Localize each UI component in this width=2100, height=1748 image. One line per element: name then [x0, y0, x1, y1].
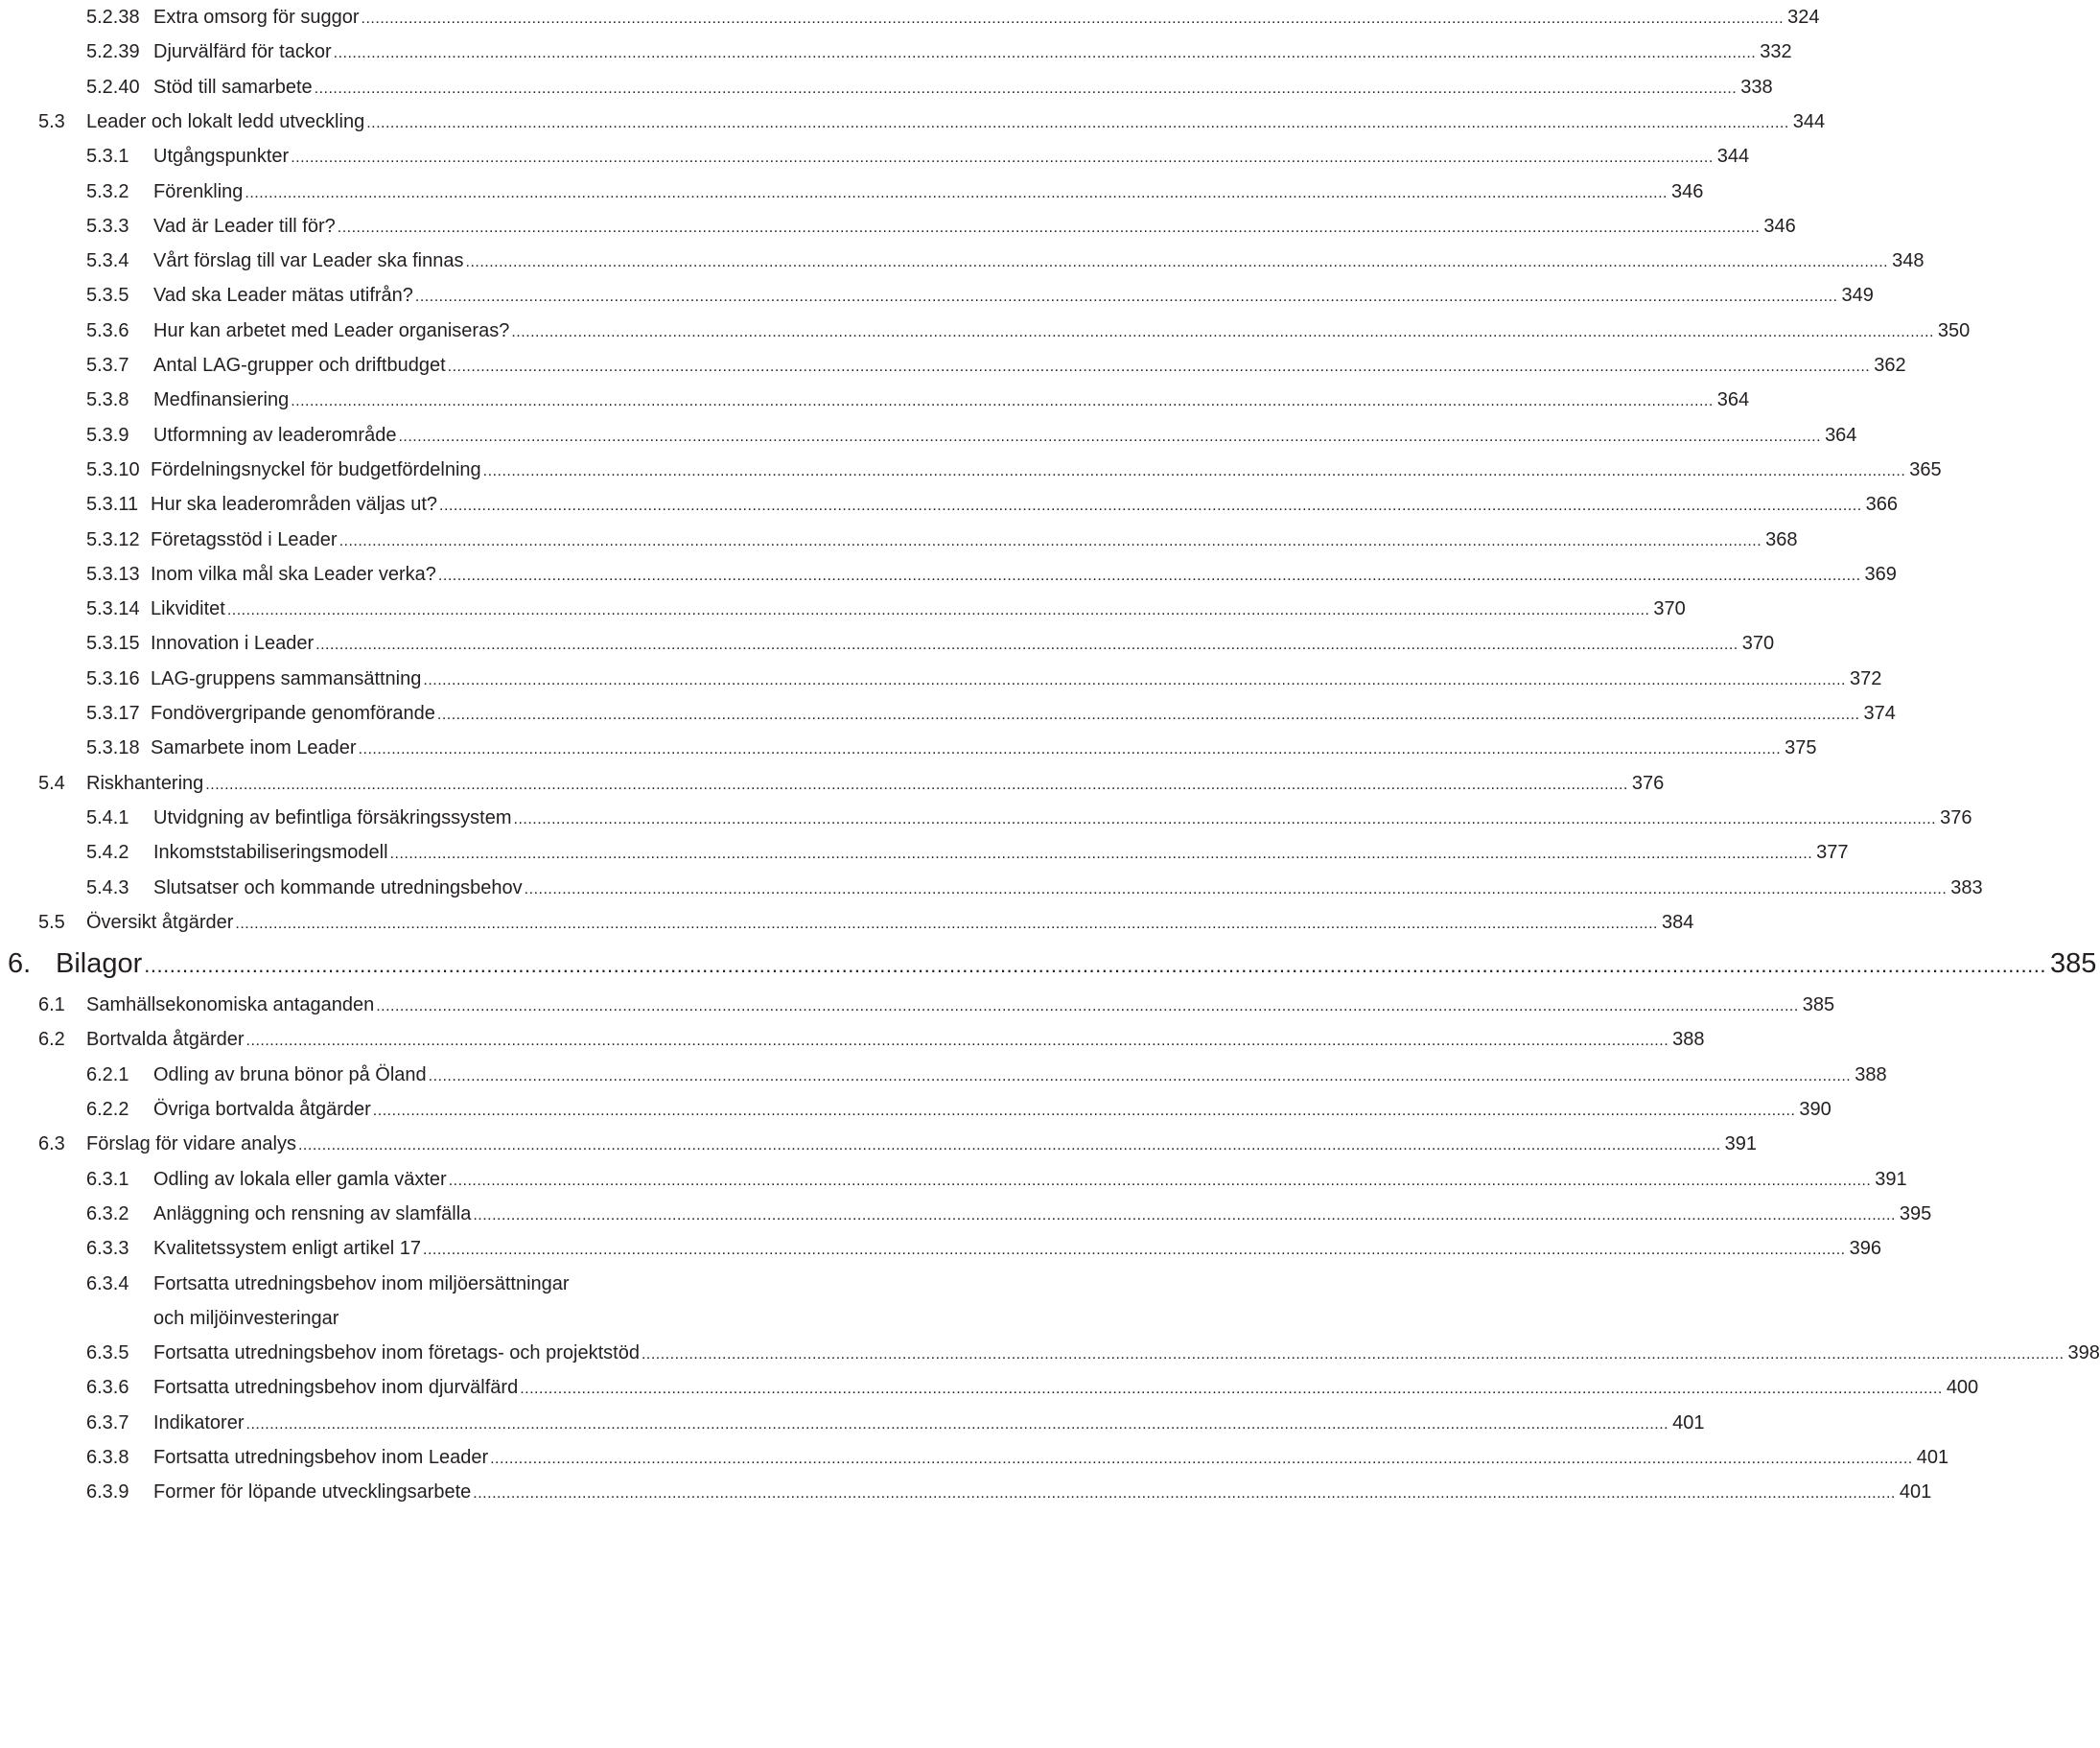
toc-row[interactable]	[0, 663, 1882, 695]
toc-number: 5.3.3	[86, 215, 129, 237]
toc-number: 6.3.9	[86, 1481, 129, 1503]
dot-leader: ............................................................................................................................................................................................................................................................................................................	[333, 45, 1757, 62]
toc-number: 5.4.3	[86, 876, 129, 898]
toc-row[interactable]	[0, 1407, 1705, 1439]
toc-title: Stöd till samarbete	[153, 76, 313, 98]
toc-number: 6.2.1	[86, 1063, 129, 1085]
dot-leader: ............................................................................................................................................................................................................................................................................................................	[376, 998, 1799, 1015]
toc-page-number: 374	[1863, 703, 1896, 724]
toc-row[interactable]	[0, 349, 1906, 382]
dot-leader: ............................................................................................................................................................................................................................................................................................................	[398, 428, 1822, 445]
toc-row[interactable]	[0, 419, 1857, 452]
toc-number: 5.3.11	[86, 494, 139, 516]
toc-number: 6.	[8, 948, 32, 980]
toc-title: Medfinansiering	[153, 389, 290, 411]
dot-leader: ............................................................................................................................................................................................................................................................................................................	[205, 776, 1628, 793]
toc-page-number: 401	[1672, 1411, 1705, 1433]
toc-title: Företagsstöd i Leader	[151, 528, 338, 550]
toc-page-number: 391	[1724, 1133, 1757, 1155]
toc-number: 6.2.2	[86, 1099, 129, 1120]
toc-number: 5.3.13	[86, 563, 140, 585]
toc-number: 5.5	[38, 911, 65, 933]
dot-leader: ............................................................................................................................................................................................................................................................................................................	[372, 1103, 1796, 1119]
toc-page-number: 395	[1899, 1202, 1932, 1224]
dot-leader: ............................................................................................................................................................................................................................................................................................................	[361, 11, 1785, 27]
toc-title: Bortvalda åtgärder	[86, 1029, 245, 1051]
toc-number: 6.3.7	[86, 1411, 129, 1433]
toc-title: Hur ska leaderområden väljas ut?	[151, 494, 438, 516]
toc-title: Extra omsorg för suggor	[153, 7, 360, 28]
toc-row[interactable]	[0, 488, 1899, 521]
toc-row[interactable]	[0, 175, 1704, 208]
toc-title: Förslag för vidare analys	[86, 1133, 296, 1155]
toc-title: Vårt förslag till var Leader ska finnas	[153, 250, 464, 272]
dot-leader: ............................................................................................................................................................................................................................................................................................................	[337, 219, 1761, 236]
toc-title: Fondövergripande genomförande	[151, 703, 435, 724]
toc-number: 5.3.8	[86, 389, 129, 411]
toc-row[interactable]	[0, 1476, 1932, 1508]
toc-page-number: 377	[1816, 842, 1849, 864]
toc-page-number: 385	[2049, 948, 2097, 980]
toc-title: Slutsatser och kommande utredningsbehov	[153, 876, 523, 898]
toc-page-number: 391	[1875, 1168, 1907, 1190]
dot-leader: ............................................................................................................................................................................................................................................................................................................	[226, 602, 1650, 619]
dot-leader: ............................................................................................................................................................................................................................................................................................................	[482, 462, 1906, 479]
dot-leader: ............................................................................................................................................................................................................................................................................................................	[414, 289, 1838, 306]
toc-number: 6.3.5	[86, 1342, 129, 1364]
toc-title: Vad ska Leader mätas utifrån?	[153, 285, 413, 307]
dot-leader: ............................................................................................................................................................................................................................................................................................................	[245, 1033, 1669, 1050]
toc-title: Samhällsekonomiska antaganden	[86, 994, 375, 1016]
toc-row[interactable]	[0, 767, 1665, 800]
toc-page-number: 376	[1631, 772, 1665, 794]
toc-title: Indikatorer	[153, 1411, 245, 1433]
toc-page-number: 370	[1653, 598, 1686, 620]
dot-leader: ............................................................................................................................................................................................................................................................................................................	[235, 915, 1658, 932]
toc-number: 5.3.1	[86, 146, 129, 168]
toc-row[interactable]	[0, 1093, 1832, 1126]
toc-number: 5.4.1	[86, 806, 129, 828]
toc-row[interactable]	[0, 524, 1798, 556]
toc-number: 5.3.15	[86, 633, 140, 655]
toc-chapter-row[interactable]	[0, 943, 2097, 985]
dot-leader: ............................................................................................................................................................................................................................................................................................................	[428, 1067, 1852, 1084]
toc-title: Övriga bortvalda åtgärder	[153, 1099, 371, 1120]
toc-title: Riskhantering	[86, 772, 204, 794]
toc-title: Utgångspunkter	[153, 146, 290, 168]
toc-page-number: 364	[1825, 424, 1857, 446]
dot-leader: ............................................................................................................................................................................................................................................................................................................	[144, 953, 2046, 978]
toc-row[interactable]	[0, 1268, 921, 1300]
toc-number: 5.3.5	[86, 285, 129, 307]
toc-number: 6.3.2	[86, 1202, 129, 1224]
toc-page-number: 400	[1946, 1377, 1979, 1399]
toc-page-number: 364	[1716, 389, 1750, 411]
toc-title: och miljöinvesteringar	[153, 1307, 339, 1329]
toc-title: Översikt åtgärder	[86, 911, 234, 933]
dot-leader: ............................................................................................................................................................................................................................................................................................................	[437, 567, 1861, 584]
toc-page-number: 396	[1849, 1238, 1881, 1260]
toc-title: Utvidgning av befintliga försäkringssystem	[153, 806, 512, 828]
toc-row[interactable]	[0, 105, 1826, 138]
toc-title: Innovation i Leader	[151, 633, 315, 655]
toc-page-number: 372	[1849, 667, 1882, 689]
toc-title: Inkomststabiliseringsmodell	[153, 842, 388, 864]
toc-number: 5.3.16	[86, 667, 140, 689]
toc-number: 5.3.17	[86, 703, 140, 724]
toc-number: 6.1	[38, 994, 65, 1016]
toc-page-number: 350	[1937, 319, 1971, 341]
toc-row[interactable]	[0, 1059, 1887, 1091]
dot-leader: ............................................................................................................................................................................................................................................................................................................	[524, 880, 1948, 897]
toc-row[interactable]	[0, 1198, 1932, 1230]
toc-row[interactable]	[0, 1371, 1979, 1404]
dot-leader: ............................................................................................................................................................................................................................................................................................................	[338, 532, 1762, 549]
toc-title: Utformning av leaderområde	[153, 424, 397, 446]
toc-page-number: 346	[1763, 215, 1796, 237]
toc-number: 5.3.12	[86, 528, 140, 550]
toc-number: 6.3.3	[86, 1238, 129, 1260]
toc-row[interactable]	[0, 1163, 1907, 1196]
toc-page-number: 370	[1741, 633, 1775, 655]
toc-row[interactable]	[0, 1023, 1705, 1056]
toc-number: 6.3.1	[86, 1168, 129, 1190]
toc-row[interactable]	[0, 627, 1775, 660]
toc-number: 5.3.7	[86, 355, 129, 376]
toc-number: 5.3	[38, 110, 65, 132]
dot-leader: ............................................................................................................................................................................................................................................................................................................	[448, 1172, 1872, 1189]
toc-number: 5.4.2	[86, 842, 129, 864]
dot-leader: ............................................................................................................................................................................................................................................................................................................	[358, 741, 1782, 758]
dot-leader: ............................................................................................................................................................................................................................................................................................................	[520, 1381, 1943, 1398]
toc-title: Fortsatta utredningsbehov inom miljöersättningar	[153, 1272, 570, 1294]
toc-page-number: 369	[1864, 563, 1897, 585]
toc-title: Samarbete inom Leader	[151, 737, 357, 759]
dot-leader: ............................................................................................................................................................................................................................................................................................................	[315, 637, 1738, 654]
dot-leader: ............................................................................................................................................................................................................................................................................................................	[389, 846, 1813, 863]
dot-leader: ............................................................................................................................................................................................................................................................................................................	[423, 671, 1846, 688]
toc-number: 5.3.4	[86, 250, 129, 272]
dot-leader: ............................................................................................................................................................................................................................................................................................................	[314, 80, 1738, 97]
toc-page-number: 383	[1950, 876, 1983, 898]
toc-row[interactable]	[0, 989, 1835, 1021]
toc-row[interactable]	[0, 697, 1896, 730]
dot-leader: ............................................................................................................................................................................................................................................................................................................	[439, 498, 1862, 515]
toc-page-number: 362	[1874, 355, 1906, 376]
toc-page-number: 388	[1672, 1029, 1705, 1051]
toc-title: Fortsatta utredningsbehov inom Leader	[153, 1447, 489, 1468]
toc-page-number: 398	[2067, 1342, 2100, 1364]
toc-row[interactable]	[0, 906, 1694, 939]
toc-number: 6.3.6	[86, 1377, 129, 1399]
toc-number: 6.2	[38, 1029, 65, 1051]
toc-page-number: 368	[1765, 528, 1798, 550]
toc-title: Anläggning och rensning av slamfälla	[153, 1202, 472, 1224]
toc-row[interactable]	[0, 454, 1942, 486]
toc-number: 5.3.2	[86, 180, 129, 202]
toc-page-number: 376	[1940, 806, 1972, 828]
toc-row[interactable]	[0, 71, 1773, 104]
toc-number: 6.3	[38, 1133, 65, 1155]
toc-title: Antal LAG-grupper och driftbudget	[153, 355, 446, 376]
toc-number: 5.3.6	[86, 319, 129, 341]
dot-leader: ............................................................................................................................................................................................................................................................................................................	[291, 393, 1714, 410]
toc-number: 5.2.40	[86, 76, 140, 98]
toc-number: 5.3.14	[86, 598, 140, 620]
dot-leader: ............................................................................................................................................................................................................................................................................................................	[291, 150, 1714, 167]
toc-title: Hur kan arbetet med Leader organiseras?	[153, 319, 510, 341]
toc-title: Former för löpande utvecklingsarbete	[153, 1481, 472, 1503]
toc-number: 5.4	[38, 772, 65, 794]
toc-page-number: 344	[1716, 146, 1750, 168]
toc-row[interactable]	[0, 836, 1849, 869]
dot-leader: ............................................................................................................................................................................................................................................................................................................	[447, 359, 1871, 375]
toc-title: LAG-gruppens sammansättning	[151, 667, 422, 689]
toc-row[interactable]	[0, 593, 1686, 625]
toc-page-number: 390	[1799, 1099, 1832, 1120]
toc-row[interactable]	[0, 1337, 2100, 1369]
toc-row[interactable]	[0, 732, 1817, 764]
toc-row[interactable]	[0, 872, 1983, 904]
toc-page-number: 366	[1865, 494, 1899, 516]
toc-title: Fortsatta utredningsbehov inom djurvälfärd	[153, 1377, 519, 1399]
toc-number: 5.2.39	[86, 41, 140, 63]
toc-row[interactable]	[0, 1, 1820, 34]
toc-row[interactable]	[0, 35, 1792, 68]
toc-page-number: 388	[1855, 1063, 1887, 1085]
dot-leader: ............................................................................................................................................................................................................................................................................................................	[436, 707, 1860, 723]
toc-number: 6.3.8	[86, 1447, 129, 1468]
toc-row[interactable]	[0, 1441, 1949, 1474]
dot-leader: ............................................................................................................................................................................................................................................................................................................	[511, 323, 1934, 340]
dot-leader: ............................................................................................................................................................................................................................................................................................................	[473, 1485, 1896, 1503]
toc-row[interactable]	[0, 1128, 1757, 1160]
dot-leader: ............................................................................................................................................................................................................................................................................................................	[641, 1346, 2065, 1363]
toc-page-number: 401	[1899, 1481, 1932, 1503]
toc-row[interactable]	[0, 210, 1796, 243]
toc-row[interactable]	[0, 384, 1750, 416]
dot-leader: ............................................................................................................................................................................................................................................................................................................	[245, 1415, 1669, 1433]
toc-number: 5.2.38	[86, 7, 140, 28]
dot-leader: ............................................................................................................................................................................................................................................................................................................	[465, 254, 1889, 271]
dot-leader: ............................................................................................................................................................................................................................................................................................................	[297, 1137, 1721, 1154]
toc-number: 5.3.10	[86, 458, 140, 480]
toc-page-number: 401	[1916, 1447, 1949, 1468]
toc-title: Odling av bruna bönor på Öland	[153, 1063, 427, 1085]
toc-title: Inom vilka mål ska Leader verka?	[151, 563, 436, 585]
toc-number: 6.3.4	[86, 1272, 129, 1294]
toc-row[interactable]	[0, 1232, 1881, 1265]
toc-page-number: 324	[1787, 7, 1820, 28]
dot-leader: ............................................................................................................................................................................................................................................................................................................	[473, 1206, 1896, 1224]
toc-row[interactable]	[0, 245, 1925, 277]
toc-row[interactable]	[0, 1302, 921, 1335]
toc-title: Djurvälfärd för tackor	[153, 41, 332, 63]
dot-leader: ............................................................................................................................................................................................................................................................................................................	[366, 114, 1789, 131]
toc-number: 5.3.18	[86, 737, 140, 759]
toc-row[interactable]	[0, 802, 1972, 834]
toc-page-number: 346	[1670, 180, 1704, 202]
toc-title: Leader och lokalt ledd utveckling	[86, 110, 365, 132]
toc-page-number: 338	[1740, 76, 1773, 98]
toc-row[interactable]	[0, 140, 1750, 173]
toc-title: Fördelningsnyckel för budgetfördelning	[151, 458, 481, 480]
toc-title: Förenkling	[153, 180, 244, 202]
toc-page-number: 365	[1909, 458, 1942, 480]
toc-page-number: 332	[1760, 41, 1792, 63]
toc-title: Kvalitetssystem enligt artikel 17	[153, 1238, 422, 1260]
toc-row[interactable]	[0, 279, 1874, 312]
toc-row[interactable]	[0, 315, 1971, 347]
toc-page-number: 344	[1792, 110, 1826, 132]
toc-title: Fortsatta utredningsbehov inom företags- och projektstöd	[153, 1342, 640, 1364]
dot-leader: ............................................................................................................................................................................................................................................................................................................	[245, 184, 1668, 201]
toc-title: Odling av lokala eller gamla växter	[153, 1168, 447, 1190]
toc-page-number: 349	[1841, 285, 1874, 307]
toc-title: Bilagor	[56, 948, 143, 980]
toc-page-number: 375	[1785, 737, 1817, 759]
toc-title: Vad är Leader till för?	[153, 215, 336, 237]
toc-page-number: 348	[1892, 250, 1925, 272]
dot-leader: ............................................................................................................................................................................................................................................................................................................	[513, 810, 1937, 827]
toc-page-number: 385	[1802, 994, 1835, 1016]
dot-leader: ............................................................................................................................................................................................................................................................................................................	[490, 1451, 1913, 1467]
toc-row[interactable]	[0, 558, 1897, 591]
toc-title: Likviditet	[151, 598, 225, 620]
dot-leader: ............................................................................................................................................................................................................................................................................................................	[423, 1242, 1846, 1259]
toc-page-number: 384	[1661, 911, 1694, 933]
toc-number: 5.3.9	[86, 424, 129, 446]
